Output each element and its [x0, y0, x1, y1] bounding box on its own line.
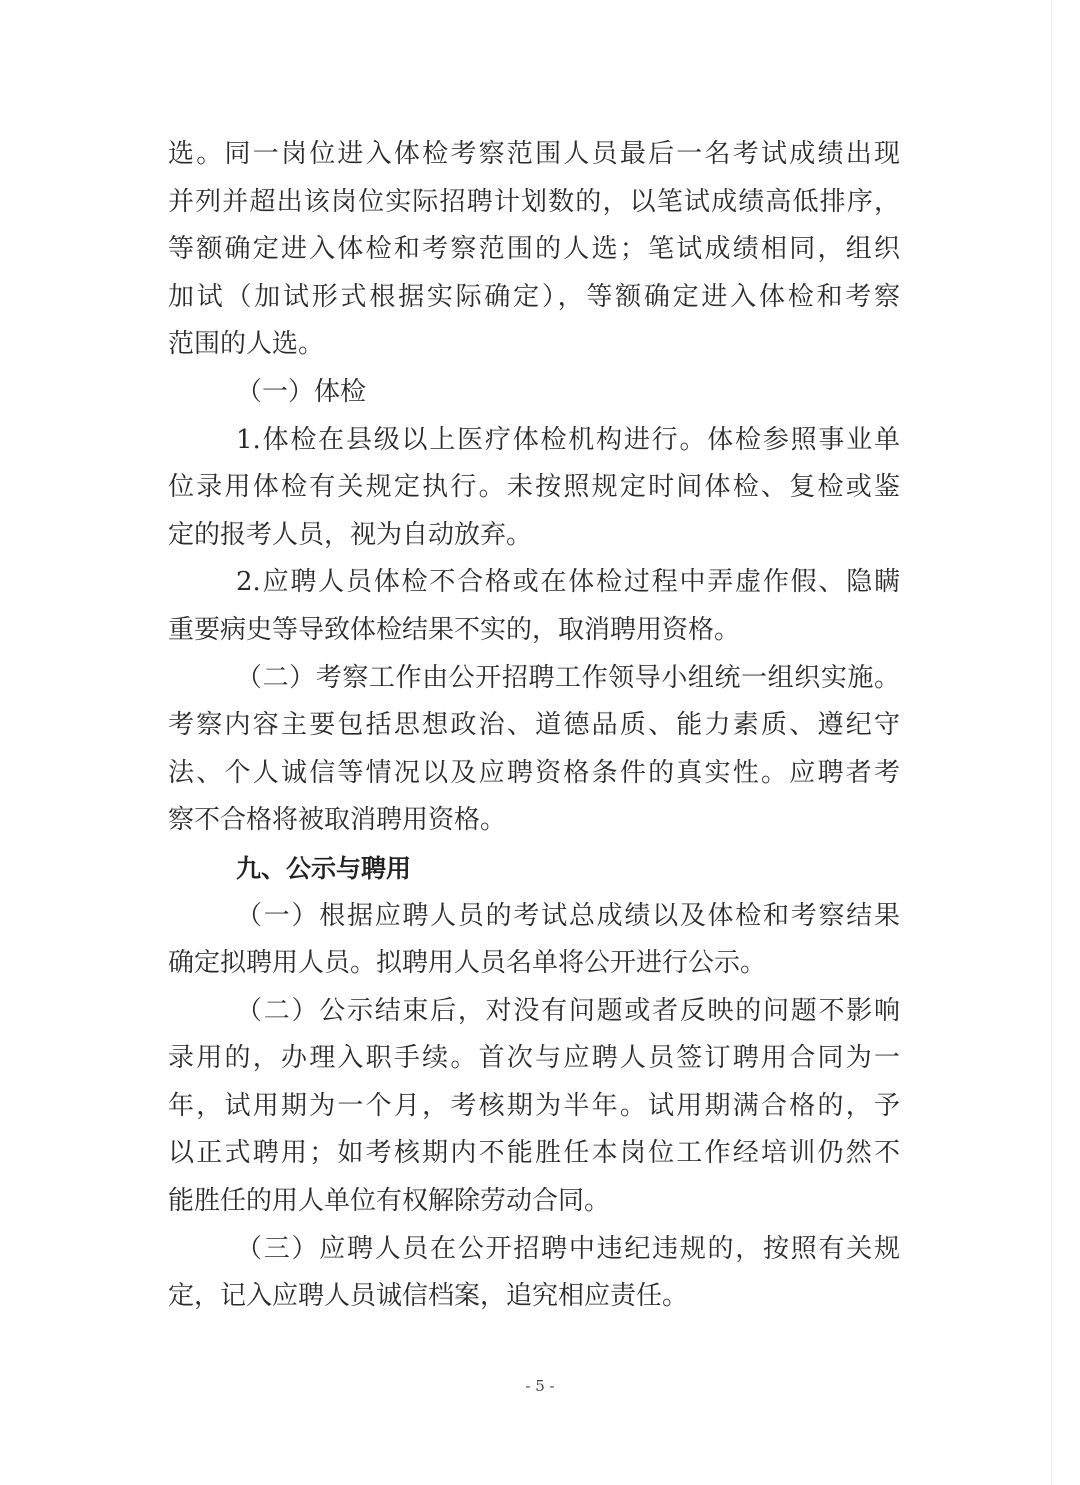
paragraph: [168, 988, 900, 1226]
text-line: 等额确定进入体检和考察范围的人选；笔试成绩相同，组织: [168, 234, 900, 265]
text-line: 考察内容主要包括思想政治、道德品质、能力素质、遵纪守: [168, 710, 900, 741]
text-line: （一）根据应聘人员的考试总成绩以及体检和考察结果: [236, 900, 900, 931]
paragraph: [168, 1226, 900, 1321]
paragraph: [168, 655, 900, 845]
text-line: 选。同一岗位进入体检考察范围人员最后一名考试成绩出现: [168, 139, 900, 169]
text-line: 重要病史等导致体检结果不实的，取消聘用资格。: [168, 614, 741, 645]
text-line: 录用的，办理入职手续。首次与应聘人员签订聘用合同为一: [168, 1043, 900, 1074]
text-line: 法、个人诚信等情况以及应聘资格条件的真实性。应聘者考: [168, 757, 900, 788]
text-line: 九、公示与聘用: [236, 853, 412, 883]
text-line: 能胜任的用人单位有权解除劳动合同。: [168, 1186, 611, 1217]
text-line: （二）公示结束后，对没有问题或者反映的问题不影响: [236, 995, 900, 1026]
text-line: 以正式聘用；如考核期内不能胜任本岗位工作经培训仍然不: [168, 1138, 900, 1169]
text-line: 2.应聘人员体检不合格或在体检过程中弄虚作假、隐瞒: [236, 567, 900, 598]
scan-edge: [1051, 0, 1052, 1485]
paragraph: [168, 369, 900, 417]
section-heading: [168, 845, 900, 893]
text-line: 定的报考人员，视为自动放弃。: [168, 519, 533, 550]
text-line: 范围的人选。: [168, 329, 325, 360]
text-line: 定，记入应聘人员诚信档案，追究相应责任。: [168, 1281, 689, 1312]
text-line: （一）体检: [236, 376, 367, 407]
text-line: 确定拟聘用人员。拟聘用人员名单将公开进行公示。: [168, 948, 767, 979]
text-line: （三）应聘人员在公开招聘中违纪违规的，按照有关规: [236, 1233, 900, 1264]
paragraph: [168, 417, 900, 560]
text-line: 年，试用期为一个月，考核期为半年。试用期满合格的，予: [168, 1090, 900, 1121]
paragraph: [168, 559, 900, 654]
paragraph: [168, 893, 900, 988]
text-line: 察不合格将被取消聘用资格。: [168, 805, 507, 836]
document-body: [168, 131, 900, 1321]
text-line: 加试（加试形式根据实际确定），等额确定进入体检和考察: [168, 281, 900, 312]
paragraph: [168, 131, 900, 369]
text-line: （二）考察工作由公开招聘工作领导小组统一组织实施。: [236, 662, 900, 693]
text-line: 位录用体检有关规定执行。未按照规定时间体检、复检或鉴: [168, 472, 900, 503]
text-line: 并列并超出该岗位实际招聘计划数的，以笔试成绩高低排序，: [168, 186, 900, 217]
page-number: - 5 -: [525, 1377, 555, 1395]
text-line: 1.体检在县级以上医疗体检机构进行。体检参照事业单: [236, 424, 900, 455]
